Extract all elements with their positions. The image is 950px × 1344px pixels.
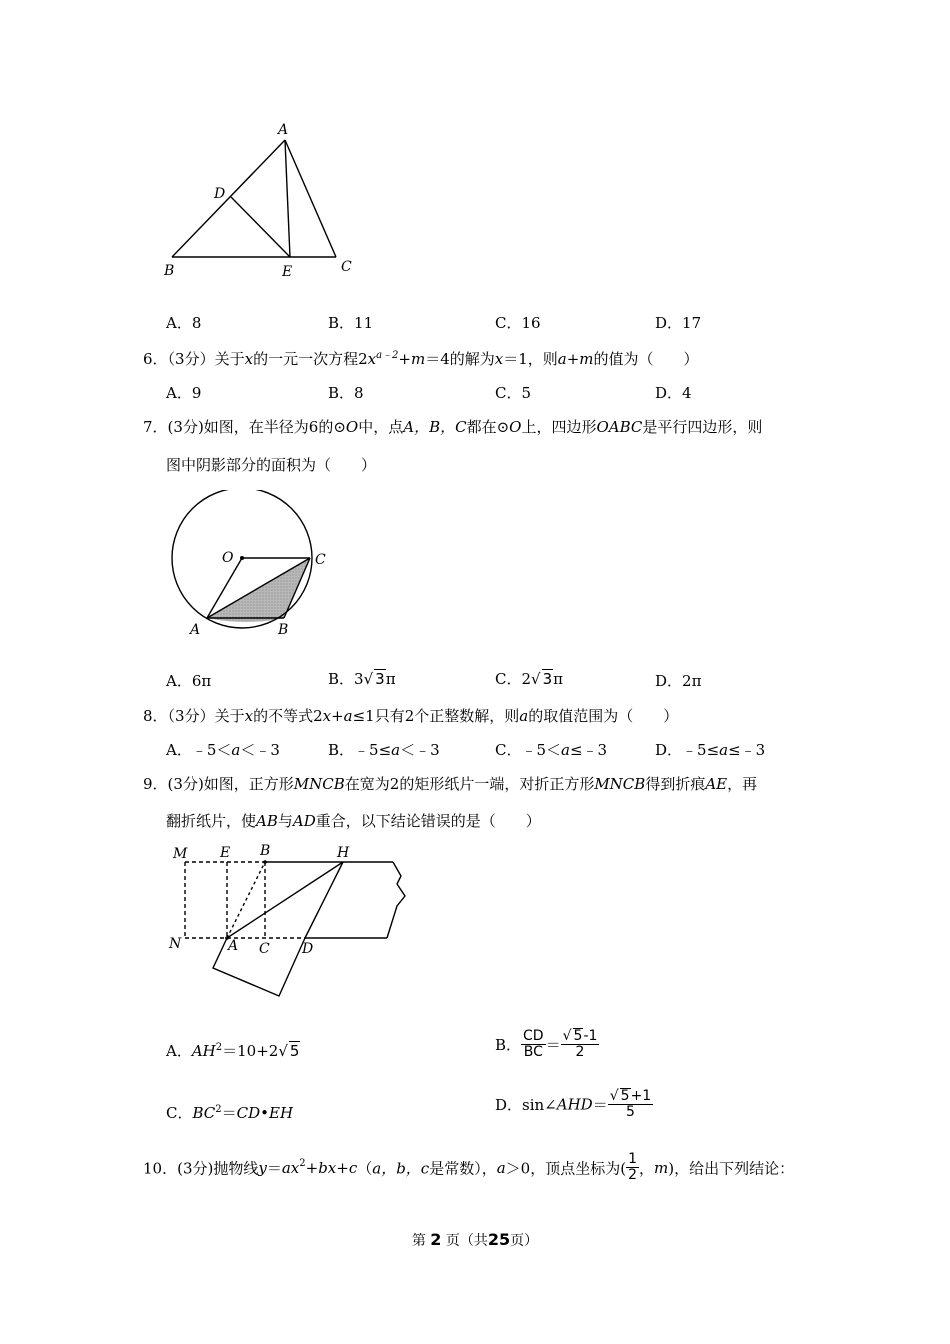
label-e: E [282,264,293,280]
q9-option-a: A．$AH^2=10+2√$ 5 [166,1042,300,1060]
circle-figure [160,490,340,640]
label-b: B [164,263,175,279]
q5-option-a: A．8 [166,314,202,332]
q7-option-a: A．6π [166,672,212,690]
q6-stem: 6．（3分）关于x的一元一次方程$2x^{a﹣2}+m=4$的解为x＝1，则a+m的值为（ ） [143,350,699,368]
q10-stem: 10．(3分)抛物线$y=ax^2+bx+c(a$，b，c是常数），a＞0，顶点坐标为( $\frac{1}{2}$ ，m)，给出下列结论： [143,1151,795,1184]
label-o: O [222,550,234,566]
page-footer: 第 2 页（共25页） [411,1230,539,1249]
label-h: H [337,845,350,861]
q8-option-c: C．﹣5＜a≤﹣3 [495,741,608,759]
q5-option-b: B．11 [328,314,374,332]
label-c: C [259,941,270,957]
q7-option-c: C．2√ 3π [495,670,563,688]
q5-option-c: C．16 [495,314,541,332]
q9-option-b: B． $\frac{CD}{BC}$ ＝ $\frac{√ 5-1}{2}$ [495,1027,598,1061]
label-c: C [315,552,326,568]
page-total: 25 [487,1230,511,1249]
q6-option-c: C．5 [495,384,532,402]
triangle-figure [150,115,370,290]
label-c: C [341,259,352,275]
q7-option-b: B．3√ 3π [328,670,396,688]
q9-option-c: C．$BC^2=CD•EH$ [166,1104,294,1122]
q9-stem-line2: 翻折纸片，使AB与AD重合，以下结论错误的是（ ） [166,812,541,830]
q6-option-b: B．8 [328,384,364,402]
q6-option-d: D．4 [655,384,692,402]
paper-fold-figure [165,840,415,1005]
label-b: B [278,622,289,638]
q8-option-b: B．﹣5≤a＜﹣3 [328,741,440,759]
q7-option-d: D．2π [655,672,702,690]
label-a: A [190,622,201,638]
label-d: D [214,186,226,202]
q7-stem-line2: 图中阴影部分的面积为（ ） [166,456,377,474]
q8-option-d: D．﹣5≤a≤﹣3 [655,741,766,759]
q9-stem-line1: 9．(3分)如图，正方形MNCB在宽为2的矩形纸片一端，对折正方形MNCB得到折痕AE，再 [143,775,758,793]
q8-stem: 8．（3分）关于x的不等式2x+a≤1只有2个正整数解，则a的取值范围为（ ） [143,707,679,725]
label-d: D [302,941,314,957]
q6-option-a: A．9 [166,384,202,402]
label-e: E [220,845,231,861]
q5-option-d: D．17 [655,314,702,332]
page-number: 2 [430,1230,442,1249]
label-b: B [260,843,271,859]
label-a: A [278,122,289,138]
label-n: N [169,936,182,952]
q9-option-d: D．sin∠AHD＝ $\frac{√ 5+1}{5}$ [495,1088,652,1121]
q7-stem-line1: 7．(3分)如图，在半径为6的⊙O中，点A，B，C都在⊙O上，四边形OABC是平行四边形，则 [143,418,763,436]
label-a: A [228,938,239,954]
q8-option-a: A．﹣5＜a＜﹣3 [166,741,280,759]
label-m: M [173,846,188,862]
